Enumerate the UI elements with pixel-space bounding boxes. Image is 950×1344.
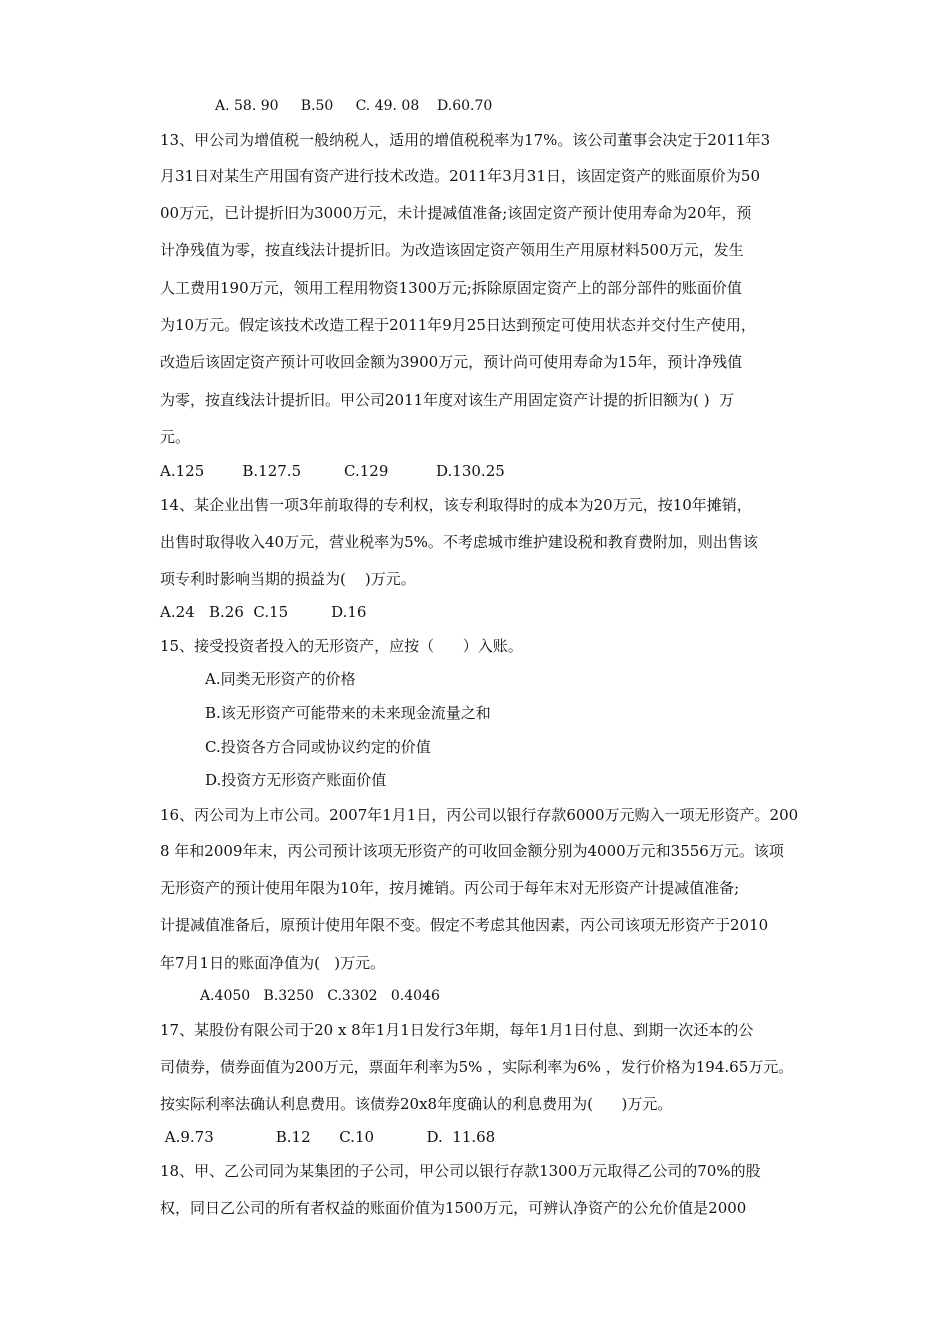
q17-line-2: 司债券，债券面值为200万元，票面年利率为5% ，实际利率为6% ，发行价格为194.65万元。 [160, 1058, 794, 1076]
q13-line-8: 为零，按直线法计提折旧。甲公司2011年度对该生产用固定资产计提的折旧额为( ) 万 [160, 391, 735, 409]
q16-line-4: 计提减值准备后，原预计使用年限不变。假定不考虑其他因素，丙公司该项无形资产于2010 [160, 916, 769, 934]
q16-line-3: 无形资产的预计使用年限为10年，按月摊销。丙公司于每年末对无形资产计提减值准备; [160, 879, 740, 897]
q14-options: A.24 B.26 C.15 D.16 [160, 603, 367, 621]
q16-line-5: 年7月1日的账面净值为( )万元。 [160, 954, 386, 972]
q13-line-2: 月31日对某生产用国有资产进行技术改造。2011年3月31日，该固定资产的账面原价为50 [160, 167, 760, 185]
q15-option-c: C.投资各方合同或协议约定的价值 [205, 738, 431, 756]
q17-options: A.9.73 B.12 C.10 D. 11.68 [160, 1128, 496, 1146]
q15-option-d: D.投资方无形资产账面价值 [205, 771, 387, 789]
q16-line-2: 8 年和2009年末，丙公司预计该项无形资产的可收回金额分别为4000万元和3556万元。该项 [160, 842, 784, 860]
q14-line-2: 出售时取得收入40万元，营业税率为5%。不考虑城市维护建设税和教育费附加，则出售该 [160, 533, 758, 551]
q14-line-1: 14、某企业出售一项3年前取得的专利权，该专利取得时的成本为20万元，按10年摊销， [160, 496, 752, 514]
q13-line-1: 13、甲公司为增值税一般纳税人，适用的增值税税率为17%。该公司董事会决定于2011年3 [160, 131, 771, 149]
q15-option-b: B.该无形资产可能带来的未来现金流量之和 [205, 704, 491, 722]
q14-line-3: 项专利时影响当期的损益为( )万元。 [160, 570, 416, 588]
q16-options: A.4050 B.3250 C.3302 0.4046 [200, 988, 440, 1004]
q17-line-3: 按实际利率法确认利息费用。该债券20x8年度确认的利息费用为( )万元。 [160, 1095, 673, 1113]
q13-line-7: 改造后该固定资产预计可收回金额为3900万元，预计尚可使用寿命为15年，预计净残值 [160, 353, 743, 371]
q15-option-a: A.同类无形资产的价格 [205, 670, 356, 688]
q15-question: 15、接受投资者投入的无形资产，应按（ ）入账。 [160, 637, 523, 655]
q16-line-1: 16、丙公司为上市公司。2007年1月1日，丙公司以银行存款6000万元购入一项无形资产。200 [160, 806, 799, 824]
q13-line-6: 为10万元。假定该技术改造工程于2011年9月25日达到预定可使用状态并交付生产使用， [160, 316, 756, 334]
q13-line-9: 元。 [160, 428, 191, 446]
q17-line-1: 17、某股份有限公司于20 x 8年1月1日发行3年期，每年1月1日付息、到期一次还本的公 [160, 1021, 754, 1039]
q12-options: A. 58. 90 B.50 C. 49. 08 D.60.70 [215, 98, 493, 114]
q18-line-2: 权，同日乙公司的所有者权益的账面价值为1500万元，可辨认净资产的公允价值是2000 [160, 1199, 747, 1217]
q13-options: A.125 B.127.5 C.129 D.130.25 [160, 462, 505, 480]
q13-line-3: 00万元，已计提折旧为3000万元，未计提减值准备;该固定资产预计使用寿命为20年，预 [160, 204, 752, 222]
q18-line-1: 18、甲、乙公司同为某集团的子公司，甲公司以银行存款1300万元取得乙公司的70%的股 [160, 1162, 761, 1180]
q13-line-5: 人工费用190万元，领用工程用物资1300万元;拆除原固定资产上的部分部件的账面价值 [160, 279, 742, 297]
q13-line-4: 计净残值为零，按直线法计提折旧。为改造该固定资产领用生产用原材料500万元，发生 [160, 241, 744, 259]
